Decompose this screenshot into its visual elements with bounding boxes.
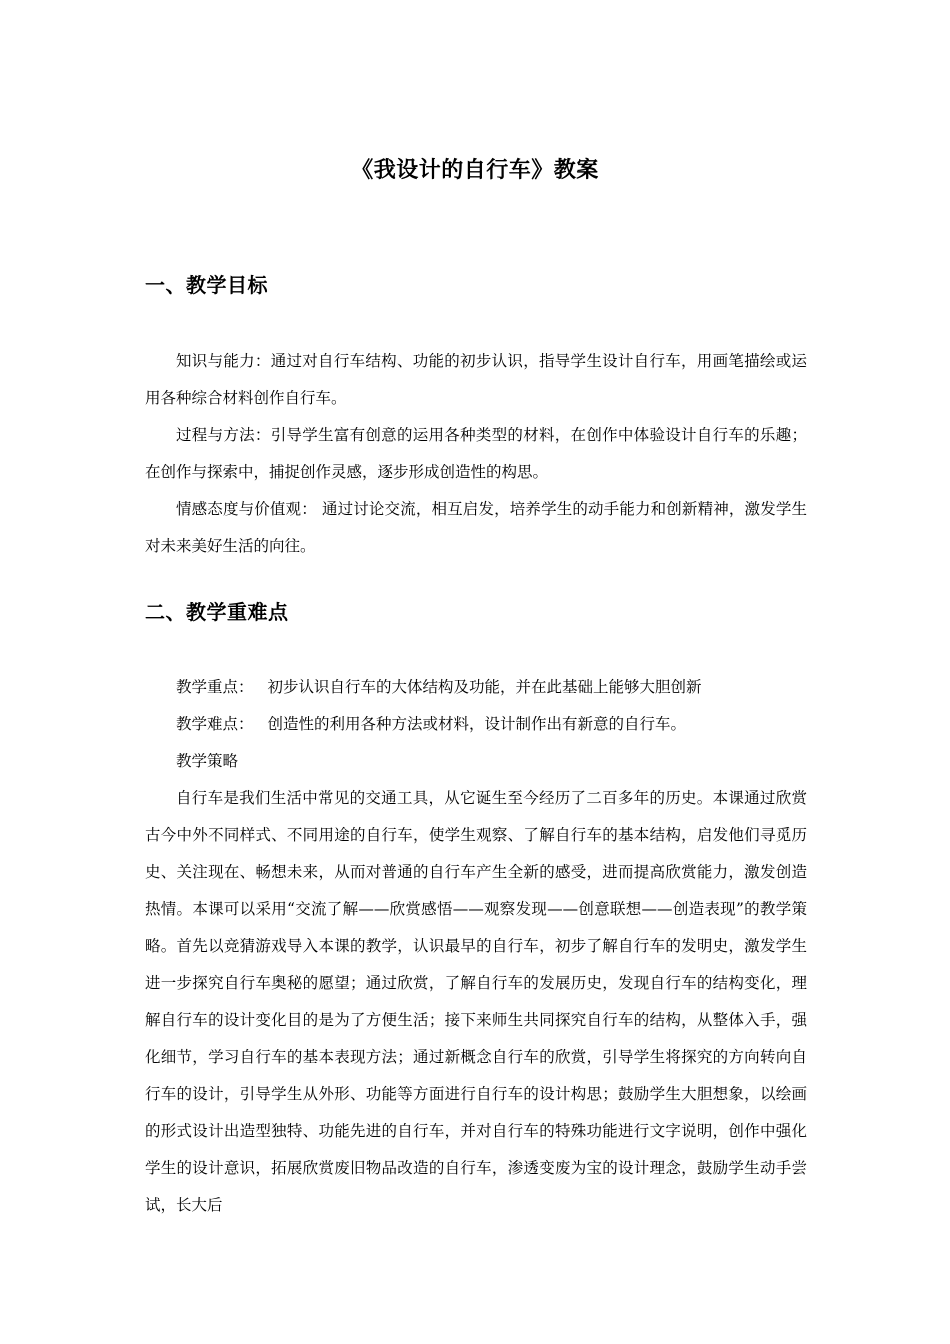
goal-emotion-paragraph: 情感态度与价值观： 通过讨论交流，相互启发，培养学生的动手能力和创新精神，激发学生对未来美好生活的向往。 [145,500,807,555]
key-point-paragraph [145,669,807,706]
key-difficult-body [145,669,807,1224]
section-heading-key-difficult-points: 二、教学重难点 [145,600,289,624]
document-title: 《我设计的自行车》教案 [351,157,599,183]
difficult-point-text: 创造性的利用各种方法或材料，设计制作出有新意的自行车。 [267,715,687,733]
strategy-paragraph: 自行车是我们生活中常见的交通工具，从它诞生至今经历了二百多年的历史。本课通过欣赏古今中外不同样式、不同用途的自行车，使学生观察、了解自行车的基本结构，启发他们寻觅历史、关注现在、畅想未来，从而对普通的自行车产生全新的感受，进而提高欣赏能力，激发创造热情。本课可以采用“交流了解——欣赏感悟——观察发现——创意联想——创造表现”的教学策略。首先以竞猜游戏导入本课的教学，认识最早的自行车，初步了解自行车的发明史，激发学生进一步探究自行车奥秘的愿望；通过欣赏，了解自行车的发展历史，发现自行车的结构变化，理解自行车的设计变化目的是为了方便生活；接下来师生共同探究自行车的结构，从整体入手，强化细节，学习自行车的基本表现方法；通过新概念自行车的欣赏，引导学生将探究的方向转向自行车的设计，引导学生从外形、功能等方面进行自行车的设计构思；鼓励学生大胆想象，以绘画的形式设计出造型独特、功能先进的自行车，并对自行车的特殊功能进行文字说明，创作中强化学生的设计意识，拓展欣赏废旧物品改造的自行车，渗透变废为宝的设计理念，鼓励学生动手尝试，长大后 [145,789,807,1214]
teaching-goals-body [145,343,807,565]
strategy-label: 教学策略 [176,752,239,770]
goal-knowledge-paragraph: 知识与能力：通过对自行车结构、功能的初步认识，指导学生设计自行车，用画笔描绘或运用各种综合材料创作自行车。 [145,352,807,407]
difficult-point-paragraph [145,706,807,743]
section-heading-teaching-goals: 一、教学目标 [145,273,268,297]
difficult-point-label: 教学难点： [176,715,254,733]
key-point-text: 初步认识自行车的大体结构及功能，并在此基础上能够大胆创新 [267,678,702,696]
key-point-label: 教学重点： [176,678,254,696]
goal-process-paragraph: 过程与方法：引导学生富有创意的运用各种类型的材料，在创作中体验设计自行车的乐趣；在创作与探索中，捕捉创作灵感，逐步形成创造性的构思。 [145,426,807,481]
